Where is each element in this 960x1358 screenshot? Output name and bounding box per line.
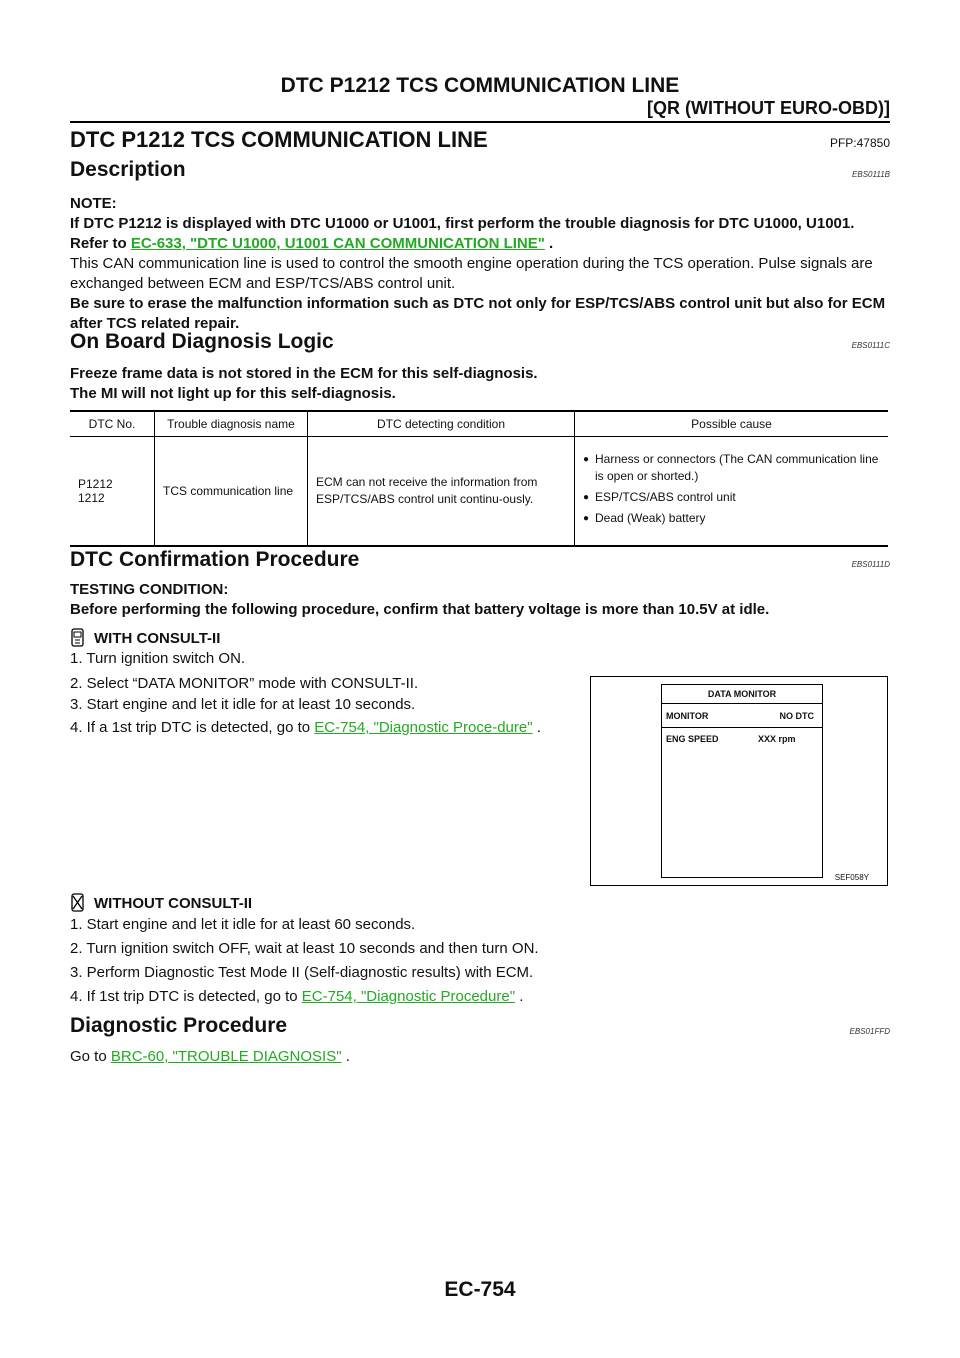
table-header-condition: DTC detecting condition bbox=[308, 411, 575, 437]
cell-causes bbox=[575, 437, 889, 547]
note-link[interactable]: EC-633, "DTC U1000, U1001 CAN COMMUNICATION LINE" bbox=[130, 235, 545, 252]
pfp-code: PFP:47850 bbox=[829, 136, 890, 150]
figure-title: DATA MONITOR bbox=[707, 689, 777, 699]
without-step-4: 4. If 1st trip DTC is detected, go to EC-754, "Diagnostic Procedure" . bbox=[70, 988, 524, 1005]
confirmation-heading: DTC Confirmation Procedure bbox=[70, 548, 360, 571]
data-monitor-figure bbox=[590, 676, 888, 886]
bullet-icon: ● bbox=[583, 513, 590, 524]
note-text: If DTC P1212 is displayed with DTC U1000 or U1001, first perform the trouble diagnosis for DTC U1000, U1001. Refer to EC-633, "DTC U1000, U1001 CAN COMMUNICATION LINE" . bbox=[70, 215, 855, 252]
with-step-4-link[interactable]: EC-754, "Diagnostic Proce-dure" bbox=[314, 719, 533, 736]
description-para2: Be sure to erase the malfunction information such as DTC not only for ESP/TCS/ABS control unit but also for ECM after TCS related repair. bbox=[70, 295, 886, 332]
dtc-no-primary: P1212 bbox=[78, 477, 113, 491]
figure-row-label: ENG SPEED bbox=[666, 734, 719, 744]
with-step-1: 1. Turn ignition switch ON. bbox=[70, 650, 246, 667]
note-text-body: If DTC P1212 is displayed with DTC U1000 or U1001, first perform the trouble diagnosis for DTC U1000, U1001. Refer to bbox=[70, 215, 855, 252]
consult-device-icon bbox=[70, 628, 86, 648]
description-para1: This CAN communication line is used to control the smooth engine operation during the TCS operation. Pulse signals are exchanged between ECM and ESP/TCS/ABS control unit. bbox=[70, 255, 873, 292]
without-step-1: 1. Start engine and let it idle for at least 60 seconds. bbox=[70, 916, 416, 933]
figure-row-value: XXX rpm bbox=[758, 734, 796, 744]
description-heading: Description bbox=[70, 158, 186, 181]
cell-dtc-no bbox=[70, 437, 155, 547]
obd-logic-line1: Freeze frame data is not stored in the ECM for this self-diagnosis. bbox=[70, 365, 538, 382]
header-divider bbox=[70, 121, 890, 123]
bullet-icon: ● bbox=[583, 454, 590, 465]
table-header-name: Trouble diagnosis name bbox=[155, 411, 308, 437]
without-consult-heading: WITHOUT CONSULT-II bbox=[70, 893, 252, 913]
without-step-4-link[interactable]: EC-754, "Diagnostic Procedure" bbox=[301, 988, 516, 1005]
cell-condition: ECM can not receive the information from ESP/TCS/ABS control unit continu-ously. bbox=[308, 437, 575, 547]
cause-item: ● Harness or connectors (The CAN communication line is open or shorted.) bbox=[583, 452, 879, 483]
dtc-table bbox=[70, 410, 888, 547]
data-monitor-screen bbox=[661, 684, 823, 878]
dtc-no-secondary: 1212 bbox=[78, 491, 105, 505]
diag-procedure-text: Go to BRC-60, "TROUBLE DIAGNOSIS" . bbox=[70, 1048, 350, 1065]
figure-col-monitor: MONITOR bbox=[666, 711, 709, 721]
no-consult-icon bbox=[70, 893, 86, 913]
obd-logic-code: EBS0111C bbox=[851, 341, 890, 350]
obd-logic-heading: On Board Diagnosis Logic bbox=[70, 330, 334, 353]
figure-divider bbox=[662, 703, 822, 704]
description-code: EBS0111B bbox=[852, 170, 890, 179]
page-number: EC-754 bbox=[444, 1278, 516, 1301]
figure-col-nodtc: NO DTC bbox=[779, 711, 814, 721]
table-row bbox=[70, 437, 888, 547]
cause-item: ● Dead (Weak) battery bbox=[583, 511, 706, 525]
cause-item: ● ESP/TCS/ABS control unit bbox=[583, 490, 736, 504]
confirmation-code: EBS0111D bbox=[851, 560, 890, 569]
with-consult-heading: WITH CONSULT-II bbox=[70, 628, 220, 648]
obd-logic-line2: The MI will not light up for this self-diagnosis. bbox=[70, 385, 396, 402]
header-title: DTC P1212 TCS COMMUNICATION LINE bbox=[280, 74, 680, 97]
diag-procedure-heading: Diagnostic Procedure bbox=[70, 1014, 288, 1037]
with-step-4: 4. If a 1st trip DTC is detected, go to EC-754, "Diagnostic Proce-dure" . bbox=[70, 719, 541, 736]
diag-procedure-code: EBS01FFD bbox=[849, 1027, 890, 1036]
testing-condition bbox=[70, 580, 892, 620]
section-title: DTC P1212 TCS COMMUNICATION LINE bbox=[70, 127, 488, 152]
description-body bbox=[70, 194, 892, 334]
figure-divider bbox=[662, 727, 822, 728]
diag-procedure-link[interactable]: BRC-60, "TROUBLE DIAGNOSIS" bbox=[110, 1048, 342, 1065]
note-label: NOTE: bbox=[70, 195, 117, 212]
obd-logic-body bbox=[70, 364, 892, 404]
with-step-2: 2. Select “DATA MONITOR” mode with CONSULT-II. bbox=[70, 675, 419, 692]
cell-name: TCS communication line bbox=[155, 437, 308, 547]
figure-id: SEF058Y bbox=[834, 873, 869, 882]
dtc-table-header-row bbox=[70, 411, 888, 437]
testing-label: TESTING CONDITION: bbox=[70, 581, 229, 598]
without-step-3: 3. Perform Diagnostic Test Mode II (Self-diagnostic results) with ECM. bbox=[70, 964, 534, 981]
header-subtitle: [QR (WITHOUT EURO-OBD)] bbox=[647, 98, 890, 118]
testing-text: Before performing the following procedure, confirm that battery voltage is more than 10.5V at idle. bbox=[70, 601, 770, 618]
table-header-cause: Possible cause bbox=[575, 411, 889, 437]
without-step-2: 2. Turn ignition switch OFF, wait at least 10 seconds and then turn ON. bbox=[70, 940, 539, 957]
table-header-dtc-no: DTC No. bbox=[70, 411, 155, 437]
bullet-icon: ● bbox=[583, 492, 590, 503]
with-step-3: 3. Start engine and let it idle for at least 10 seconds. bbox=[70, 696, 416, 713]
